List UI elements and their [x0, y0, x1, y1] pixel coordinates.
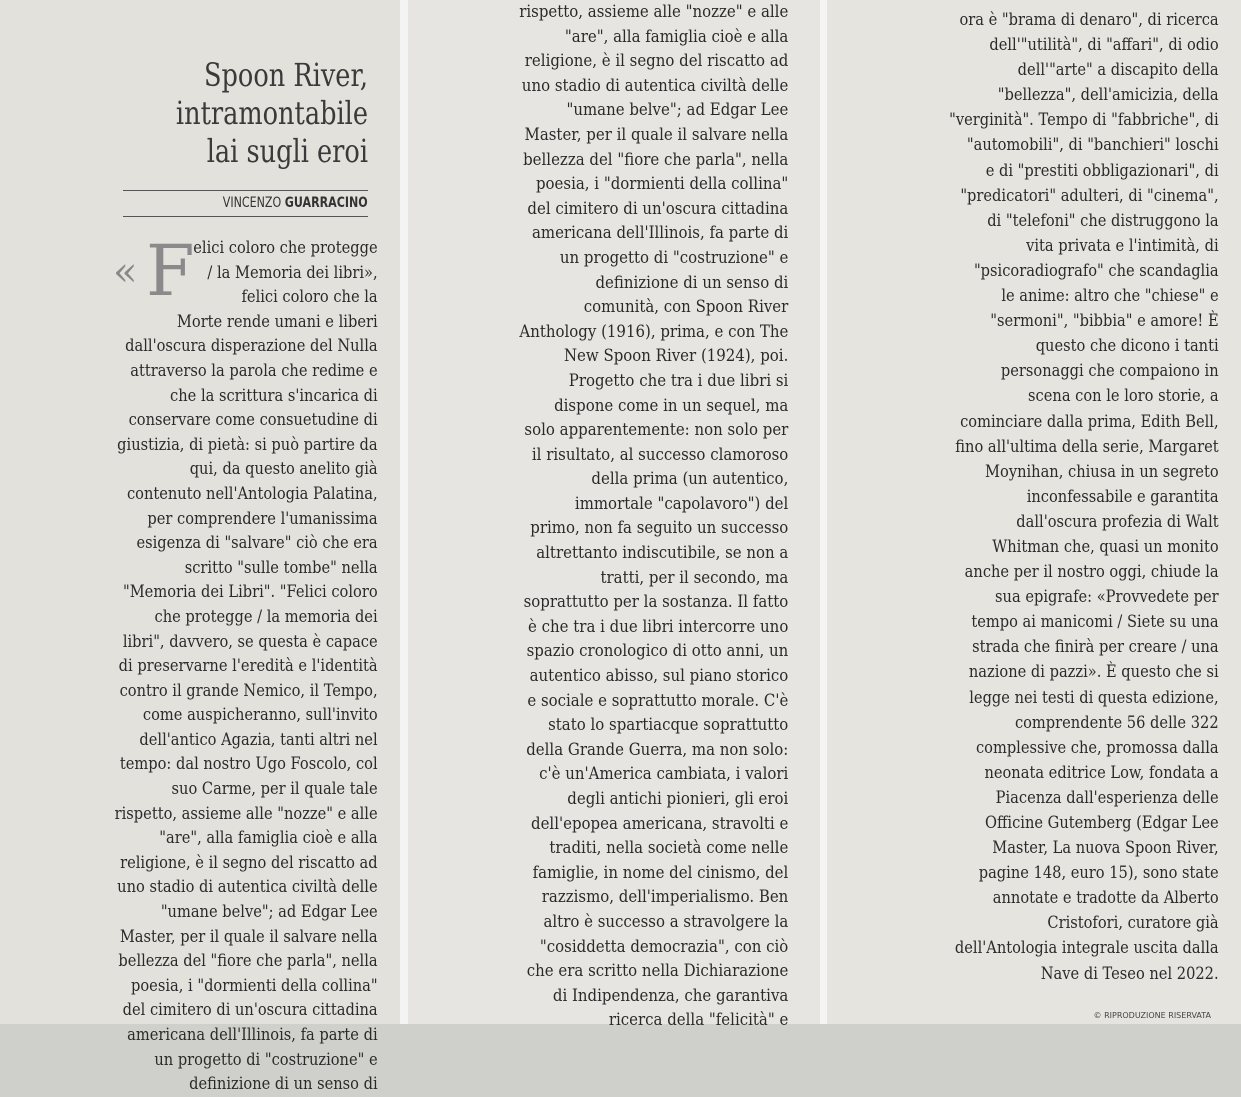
- article-column-2: [408, 0, 820, 1031]
- text-line: dell'Antologia integrale uscita dalla: [954, 938, 1219, 959]
- text-line: vita privata e l'intimità, di: [1026, 235, 1219, 256]
- text-line: "bellezza", dell'amicizia, della: [997, 85, 1219, 106]
- text-line: qui, da questo anelito già: [189, 459, 378, 480]
- byline: [223, 195, 368, 211]
- text-line: definizione di un senso di: [595, 272, 789, 293]
- text-line: ricerca della "felicità" e: [608, 1010, 789, 1031]
- text-line: altro è successo a stravolgere la: [543, 911, 789, 932]
- text-line: uno stadio di autentica civiltà delle: [521, 75, 789, 96]
- text-line: bellezza del "fiore che parla", nella: [118, 951, 378, 972]
- text-line: esigenza di "salvare" ciò che era: [136, 533, 378, 554]
- text-line: c'è un'America cambiata, i valori: [539, 764, 789, 785]
- text-line: tempo: dal nostro Ugo Foscolo, col: [119, 754, 378, 775]
- text-line: scena con le loro storie, a: [1028, 386, 1219, 407]
- article-column-3: [827, 0, 1241, 1024]
- author-last-name: GUARRACINO: [285, 195, 368, 211]
- text-line: sua epigrafe: «Provvedete per: [995, 587, 1219, 608]
- text-line: "umane belve"; ad Edgar Lee: [566, 100, 789, 121]
- text-line: strada che finirà per creare / una: [972, 637, 1219, 658]
- text-line: dall'oscura profezia di Walt: [1016, 511, 1219, 532]
- byline-rule: [123, 216, 368, 217]
- text-line: stato lo spartiacque soprattutto: [548, 715, 789, 736]
- text-line: dell'"utilità", di "affari", di odio: [989, 35, 1219, 56]
- text-line: "are", alla famiglia cioè e alla: [159, 828, 378, 849]
- text-line: Master, La nuova Spoon River,: [992, 838, 1219, 859]
- text-line: per comprendere l'umanissima: [147, 508, 378, 529]
- text-line: degli antichi pionieri, gli eroi: [567, 789, 789, 809]
- opening-quote-mark: «: [113, 249, 138, 295]
- text-line: Moynihan, chiusa in un segreto: [985, 461, 1219, 482]
- text-line: questo che dicono i tanti: [1035, 336, 1219, 357]
- text-line: razzismo, dell'imperialismo. Ben: [541, 887, 789, 908]
- text-line: e sociale e soprattutto morale. C'è: [527, 690, 789, 711]
- text-line: libri", davvero, se questa è capace: [122, 631, 378, 652]
- text-line: legge nei testi di questa edizione,: [969, 687, 1219, 708]
- text-line: "umane belve"; ad Edgar Lee: [160, 902, 378, 923]
- text-line: il risultato, al successo clamoroso: [531, 444, 789, 465]
- text-line: felici coloro che la: [241, 287, 378, 308]
- author-first-name: VINCENZO: [223, 195, 282, 211]
- text-line: "automobili", di "banchieri" loschi: [966, 135, 1219, 156]
- text-line: religione, è il segno del riscatto ad: [524, 51, 789, 72]
- text-line: attraverso la parola che redime e: [130, 360, 378, 381]
- headline-rule: [123, 190, 368, 191]
- text-line: "sermoni", "bibbia" e amore! È: [990, 311, 1219, 332]
- text-line: suo Carme, per il quale tale: [171, 779, 378, 800]
- text-line: conservare come consuetudine di: [128, 410, 378, 431]
- text-line: e di "prestiti obbligazionari", di: [985, 160, 1219, 181]
- headline-line: lai sugli eroi: [206, 132, 368, 170]
- text-line: ora è "brama di denaro", di ricerca: [959, 10, 1219, 30]
- column-1-text: [0, 230, 400, 1097]
- text-line: scritto "sulle tombe" nella: [184, 557, 378, 578]
- text-line: giustizia, di pietà: si può partire da: [117, 434, 378, 455]
- text-line: "cosiddetta democrazia", con ciò: [539, 936, 789, 957]
- text-line: Nave di Teseo nel 2022.: [1040, 963, 1219, 984]
- text-line: traditi, nella società come nelle: [549, 838, 789, 859]
- text-line: dell'epopea americana, stravolti e: [531, 813, 789, 834]
- text-line: altrettanto indiscutibile, se non a: [536, 543, 789, 564]
- headline-line: intramontabile: [175, 94, 368, 132]
- text-line: contro il grande Nemico, il Tempo,: [119, 680, 378, 701]
- text-line: Progetto che tra i due libri si: [568, 370, 789, 391]
- text-line: primo, non fa seguito un successo: [530, 518, 789, 539]
- text-line: religione, è il segno del riscatto ad: [120, 852, 378, 873]
- column-2-text: [408, 0, 820, 1033]
- text-line: "verginità". Tempo di "fabbriche", di: [949, 110, 1219, 131]
- text-line: che era scritto nella Dichiarazione: [526, 961, 789, 982]
- text-line: definizione di un senso di: [189, 1074, 378, 1095]
- text-line: New Spoon River (1924), poi.: [563, 346, 789, 367]
- text-line: cominciare dalla prima, Edith Bell,: [960, 411, 1219, 432]
- text-line: elici coloro che protegge: [193, 238, 378, 258]
- text-line: Piacenza dall'esperienza delle: [995, 787, 1219, 808]
- text-line: famiglie, in nome del cinismo, del: [532, 862, 789, 883]
- column-3-text: [827, 8, 1241, 987]
- text-line: Morte rende umani e liberi: [176, 311, 378, 332]
- text-line: del cimitero di un'oscura cittadina: [527, 198, 789, 219]
- text-line: Anthology (1916), prima, e con The: [519, 321, 789, 342]
- text-line: è che tra i due libri intercorre uno: [528, 616, 789, 637]
- text-line: che la scrittura s'incarica di: [170, 385, 378, 406]
- text-line: Whitman che, quasi un monito: [992, 536, 1219, 557]
- text-line: le anime: altro che "chiese" e: [1001, 286, 1219, 307]
- drop-cap: F: [146, 230, 195, 312]
- text-line: / la Memoria dei libri»,: [207, 262, 378, 283]
- text-line: dell'antico Agazia, tanti altri nel: [139, 729, 378, 750]
- text-line: rispetto, assieme alle "nozze" e alle: [114, 803, 378, 824]
- text-line: uno stadio di autentica civiltà delle: [117, 877, 378, 898]
- text-line: rispetto, assieme alle "nozze" e alle: [519, 2, 789, 22]
- text-line: poesia, i "dormienti della collina": [131, 975, 378, 996]
- text-line: inconfessabile e garantita: [1026, 486, 1219, 507]
- text-line: "Memoria dei Libri". "Felici coloro: [122, 582, 378, 603]
- text-line: di preservarne l'eredità e l'identità: [118, 656, 378, 677]
- text-line: comunità, con Spoon River: [583, 297, 789, 318]
- text-line: che protegge / la memoria dei: [154, 606, 378, 627]
- headline-line: Spoon River,: [203, 56, 368, 94]
- text-line: "are", alla famiglia cioè e alla: [564, 26, 789, 47]
- text-line: Master, per il quale il salvare nella: [524, 124, 789, 145]
- text-line: soprattutto per la sostanza. Il fatto: [523, 592, 789, 613]
- text-line: della prima (un autentico,: [591, 469, 789, 490]
- text-line: americana dell'Illinois, fa parte di: [127, 1025, 378, 1045]
- column-divider: [400, 0, 408, 1024]
- text-line: della Grande Guerra, ma non solo:: [526, 739, 789, 760]
- text-line: come auspicheranno, sull'invito: [142, 705, 378, 726]
- text-line: bellezza del "fiore che parla", nella: [523, 149, 789, 170]
- text-line: pagine 148, euro 15), sono state: [978, 863, 1219, 884]
- text-line: americana dell'Illinois, fa parte di: [531, 223, 789, 244]
- text-line: contenuto nell'Antologia Palatina,: [126, 483, 378, 504]
- text-line: nazione di pazzi». È questo che si: [968, 662, 1219, 683]
- text-line: comprendente 56 delle 322: [1014, 712, 1219, 733]
- text-line: "psicoradiografo" che scandaglia: [973, 260, 1219, 281]
- text-line: Officine Gutemberg (Edgar Lee: [985, 813, 1219, 833]
- text-line: dall'oscura disperazione del Nulla: [125, 336, 378, 357]
- text-line: Cristofori, curatore già: [1047, 913, 1219, 934]
- text-line: personaggi che compaiono in: [1000, 361, 1219, 382]
- text-line: di Indipendenza, che garantiva: [552, 985, 789, 1006]
- text-line: dispone come in un sequel, ma: [554, 395, 789, 416]
- text-line: poesia, i "dormienti della collina": [535, 174, 789, 195]
- text-line: annotate e tradotte da Alberto: [992, 888, 1219, 909]
- text-line: un progetto di "costruzione" e: [154, 1049, 378, 1070]
- article-headline: [144, 56, 368, 170]
- text-line: del cimitero di un'oscura cittadina: [122, 1000, 378, 1021]
- article-column-1: [0, 0, 400, 1095]
- text-line: fino all'ultima della serie, Margaret: [955, 436, 1219, 457]
- copyright-notice: © RIPRODUZIONE RISERVATA: [1093, 1011, 1211, 1020]
- text-line: immortale "capolavoro") del: [574, 493, 789, 514]
- text-line: dell'"arte" a discapito della: [1017, 60, 1219, 81]
- column-divider: [820, 0, 827, 1024]
- text-line: tratti, per il secondo, ma: [600, 567, 789, 588]
- text-line: autentico abisso, sul piano storico: [529, 666, 789, 687]
- text-line: tempo ai manicomi / Siete su una: [971, 612, 1219, 633]
- text-line: "predicatori" adulteri, di "cinema",: [960, 185, 1219, 206]
- text-line: un progetto di "costruzione" e: [559, 247, 789, 268]
- text-line: spazio cronologico di otto anni, un: [526, 641, 789, 662]
- text-line: neonata editrice Low, fondata a: [984, 762, 1219, 783]
- text-line: Master, per il quale il salvare nella: [119, 926, 378, 947]
- text-line: complessive che, promossa dalla: [975, 737, 1219, 758]
- text-line: di "telefoni" che distruggono la: [987, 210, 1219, 231]
- text-line: anche per il nostro oggi, chiude la: [964, 562, 1219, 583]
- text-line: solo apparentemente: non solo per: [524, 420, 789, 441]
